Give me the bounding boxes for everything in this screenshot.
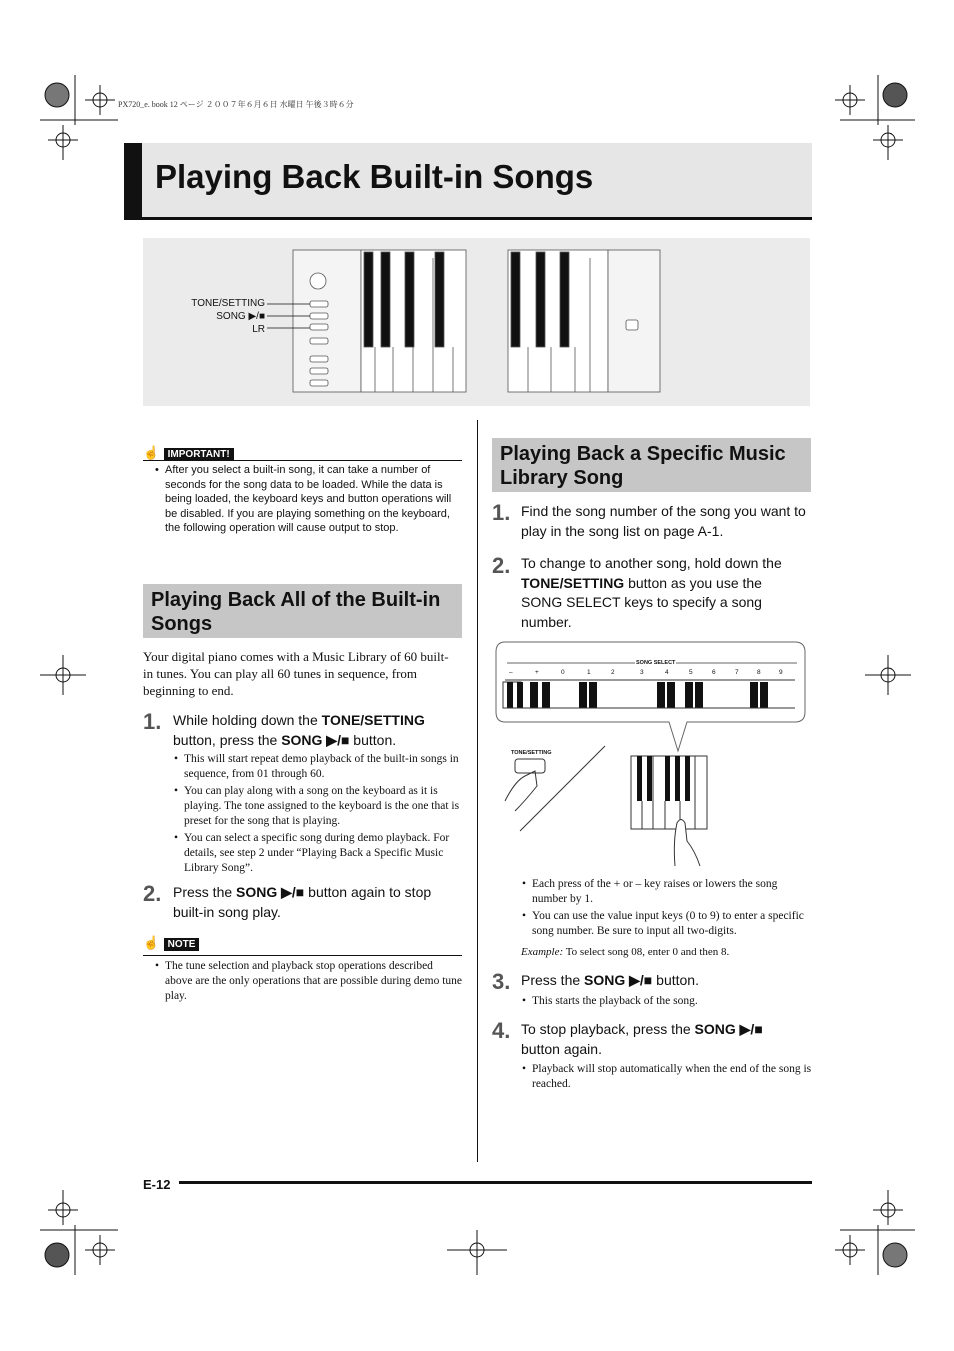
list-item: • The tune selection and playback stop operations described above are the only operations that are possible during demo tune play. [154,959,462,1004]
song-select-key-label: 7 [735,669,739,676]
song-select-key-label: 4 [665,669,669,676]
song-select-key-label: 0 [561,669,565,676]
song-select-key-label: 3 [640,669,644,676]
footer-rule [179,1181,812,1184]
important-rule [143,460,462,461]
step-number: 2. [492,553,511,578]
step-number: 1. [143,709,162,734]
note-tag: NOTE [164,938,200,951]
page-title: Playing Back Built-in Songs [155,158,594,195]
note-list [154,959,462,1006]
step-number: 3. [492,969,511,994]
step-text: Press the SONG ▶/■ button again to stop built-in song play. [173,884,432,920]
lr-label: LR [252,324,265,335]
example-line: Example: To select song 08, enter 0 and then 8. [521,946,730,958]
song-select-key-label: 1 [587,669,591,676]
song-select-key-label: + [535,669,539,676]
step-bullets [521,1062,813,1094]
list-item: • This starts the playback of the song. [521,994,813,1009]
list-item: • You can use the value input keys (0 to 9) to enter a specific song number. Be sure to input all two-digits. [521,909,813,939]
print-header: PX720_e. book 12 ページ ２００７年６月６日 水曜日 午後３時６分 [118,100,354,109]
song-select-label: SONG SELECT [636,660,676,666]
step-number: 1. [492,500,511,525]
step-text: To stop playback, press the SONG ▶/■ button again. [521,1021,763,1057]
important-tag: IMPORTANT! [164,448,234,461]
song-select-key-label: 8 [757,669,761,676]
note-rule [143,955,462,956]
list-item: • After you select a built-in song, it can take a number of seconds for the song data to be loaded. While the data is being loaded, the keyboard keys and button operations will be disabled. If you are playing something on the keyboard, the following operation will cause output to stop. [154,463,462,536]
important-list [154,463,462,538]
title-bar [124,143,142,220]
step-text: Find the song number of the song you want to play in the song list on page A-1. [521,503,806,539]
step-text: Press the SONG ▶/■ button. [521,972,699,988]
song-select-bullets [521,877,813,941]
song-select-keys [503,669,798,679]
intro-text: Your digital piano comes with a Music Library of 60 built-in tunes. You can play all 60 tunes in sequence, from beginning to end. [143,649,449,698]
song-select-key-label: 2 [611,669,615,676]
note-icon: ☝ [143,935,160,950]
section-heading-specific: Playing Back a Specific Music Library Song [492,438,811,492]
step-bullets [521,994,813,1011]
song-select-key-label: 6 [712,669,716,676]
step-text: To change to another song, hold down the TONE/SETTING button as you use the SONG SELECT keys to specify a song number. [521,555,782,630]
tone-setting-button-label: TONE/SETTING [511,750,552,756]
song-select-key-label: 5 [689,669,693,676]
list-item: • Each press of the + or – key raises or lowers the song number by 1. [521,877,813,907]
page-number: E-12 [143,1177,171,1192]
section-heading-all: Playing Back All of the Built-in Songs [143,584,462,638]
note-header [143,934,199,952]
step-text: While holding down the TONE/SETTING button, press the SONG ▶/■ button. [173,712,425,748]
step-bullets [173,752,463,878]
song-select-illustration [495,641,807,871]
list-item: • Playback will stop automatically when the end of the song is reached. [521,1062,813,1092]
song-select-key-label: – [509,669,513,676]
list-item: • You can select a specific song during demo playback. For details, see step 2 under “Playing Back a Specific Music Library Song”. [173,831,463,876]
step-number: 4. [492,1018,511,1043]
tone-setting-label: TONE/SETTING [191,298,265,309]
column-divider [477,420,478,1162]
step-number: 2. [143,881,162,906]
hand-icon: ☝ [143,445,160,460]
list-item: • You can play along with a song on the keyboard as it is playing. The tone assigned to the keyboard is the one that is preset for the song that is playing. [173,784,463,829]
keyboard-illustration [143,238,810,406]
song-select-key-label: 9 [779,669,783,676]
list-item: • This will start repeat demo playback of the built-in songs in sequence, from 01 through 60. [173,752,463,782]
song-label: SONG ▶/■ [216,311,265,322]
